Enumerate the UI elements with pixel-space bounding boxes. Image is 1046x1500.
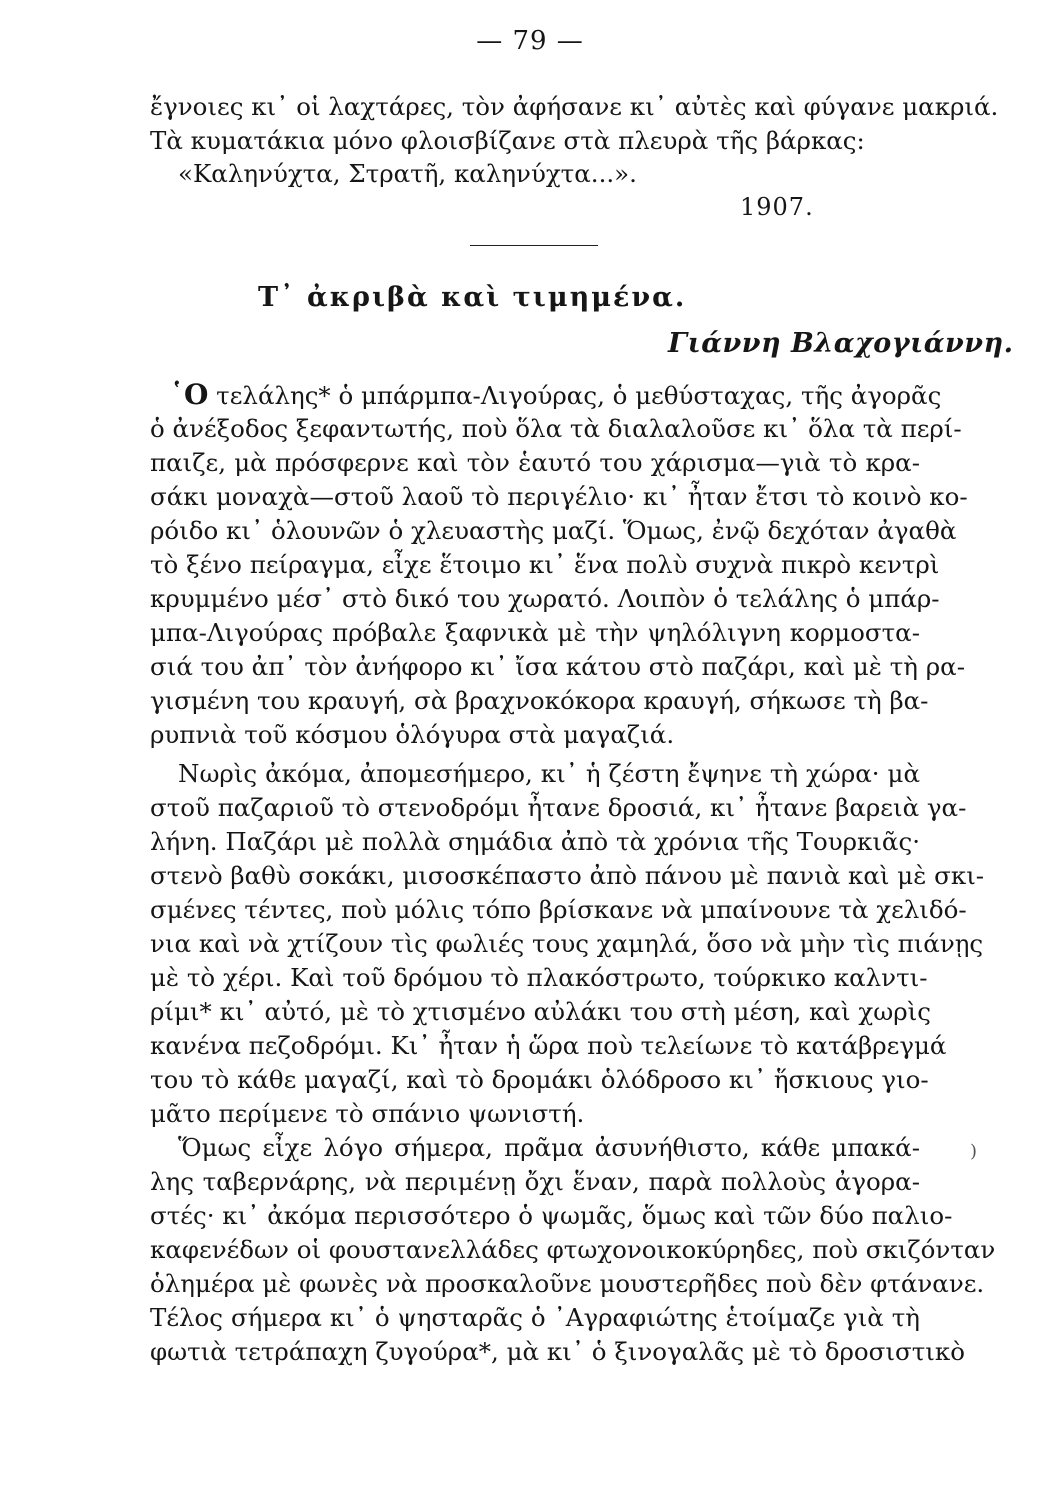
intro-line: ἔγνοιες κι᾿ οἱ λαχτάρες, τὸν ἀφήσανε κι᾿ αὐτὲς καὶ φύγανε μακριά. (150, 92, 999, 121)
body-line: ρυπνιὰ τοῦ κόσμου ὁλόγυρα στὰ μαγαζιά. (150, 720, 675, 749)
body-line: μὲ τὸ χέρι. Καὶ τοῦ δρόμου τὸ πλακόστρωτο, τούρκικο καλντι- (150, 963, 928, 992)
body-line: μπα-Λιγούρας πρόβαλε ξαφνικὰ μὲ τὴν ψηλόλιγνη κορμοστα- (150, 618, 920, 647)
body-line: μᾶτο περίμενε τὸ σπάνιο ψωνιστή. (150, 1099, 585, 1128)
body-line: τὸ ξένο πείραγμα, εἶχε ἕτοιμο κι᾿ ἕνα πολὺ συχνὰ πικρὸ κεντρὶ (150, 550, 940, 579)
body-line: στοῦ παζαριοῦ τὸ στενοδρόμι ἦτανε δροσιά, κι᾿ ἦτανε βαρειὰ γα- (150, 793, 967, 822)
body-line: κανένα πεζοδρόμι. Κι᾿ ἦταν ἡ ὥρα ποὺ τελείωνε τὸ κατάβρεγμά (150, 1031, 947, 1060)
body-line: σιά του ἀπ᾿ τὸν ἀνήφορο κι᾿ ἴσα κάτου στὸ παζάρι, καὶ μὲ τὴ ρα- (150, 652, 965, 681)
body-line: καφενέδων οἱ φουστανελλάδες φτωχονοικοκύρηδες, ποὺ σκιζόνταν (150, 1235, 996, 1264)
drop-letter: ῾Ο (170, 378, 209, 411)
body-line: σάκι μοναχὰ—στοῦ λαοῦ τὸ περιγέλιο· κι᾿ ἦταν ἔτσι τὸ κοινὸ κο- (150, 482, 968, 511)
body-line: ὁλημέρα μὲ φωνὲς νὰ προσκαλοῦνε μουστερῆδες ποὺ δὲν φτάνανε. (150, 1269, 985, 1298)
body-line: Νωρὶς ἀκόμα, ἀπομεσήμερο, κι᾿ ἡ ζέστη ἔψηνε τὴ χώρα· μὰ (178, 759, 920, 788)
section-divider (470, 245, 598, 246)
body-line: φωτιὰ τετράπαχη ζυγούρα*, μὰ κι᾿ ὁ ξινογαλᾶς μὲ τὸ δροσιστικὸ (150, 1337, 965, 1366)
body-line: Τέλος σήμερα κι᾿ ὁ ψησταρᾶς ὁ ᾿Αγραφιώτης ἑτοίμαζε γιὰ τὴ (150, 1303, 920, 1332)
intro-line: Τὰ κυματάκια μόνο φλοισβίζανε στὰ πλευρὰ τῆς βάρκας: (150, 126, 865, 155)
body-line: λης ταβερνάρης, νὰ περιμένῃ ὄχι ἕναν, παρὰ πολλοὺς ἀγορα- (150, 1167, 920, 1196)
opening-line (170, 378, 942, 413)
body-line: ρόιδο κι᾿ ὁλουνῶν ὁ χλευαστὴς μαζί. Ὅμως, ἐνῷ δεχόταν ἀγαθὰ (150, 516, 957, 545)
opening-line-text: τελάλης* ὁ μπάρμπα-Λιγούρας, ὁ μεθύσταχας, τῆς ἀγορᾶς (208, 381, 942, 410)
intro-line: «Καληνύχτα, Στρατῆ, καληνύχτα...». (178, 159, 637, 188)
date: 1907. (740, 193, 814, 221)
margin-mark: ) (970, 1141, 978, 1162)
body-line: ρίμι* κι᾿ αὐτό, μὲ τὸ χτισμένο αὐλάκι του στὴ μέση, καὶ χωρὶς (150, 997, 931, 1026)
body-line: νια καὶ νὰ χτίζουν τὶς φωλιές τους χαμηλά, ὅσο νὰ μὴν τὶς πιάνῃς (150, 929, 984, 958)
page-number: — 79 — (476, 26, 584, 56)
body-line: Ὅμως εἶχε λόγο σήμερα, πρᾶμα ἀσυνήθιστο, κάθε μπακά- (178, 1133, 920, 1162)
story-title: Τ᾿ ἀκριβὰ καὶ τιμημένα. (258, 282, 687, 313)
body-line: κρυμμένο μέσ᾿ στὸ δικό του χωρατό. Λοιπὸν ὁ τελάλης ὁ μπάρ- (150, 584, 940, 613)
body-line: σμένες τέντες, ποὺ μόλις τόπο βρίσκανε νὰ μπαίνουνε τὰ χελιδό- (150, 895, 967, 924)
body-line: γισμένη του κραυγή, σὰ βραχνοκόκορα κραυγή, σήκωσε τὴ βα- (150, 686, 929, 715)
body-line: λήνη. Παζάρι μὲ πολλὰ σημάδια ἀπὸ τὰ χρόνια τῆς Τουρκιᾶς· (150, 827, 920, 856)
body-line: του τὸ κάθε μαγαζί, καὶ τὸ δρομάκι ὁλόδροσο κι᾿ ἥσκιους γιο- (150, 1065, 929, 1094)
body-line: ὁ ἀνέξοδος ξεφαντωτής, ποὺ ὅλα τὰ διαλαλοῦσε κι᾿ ὅλα τὰ περί- (150, 414, 962, 443)
body-line: στενὸ βαθὺ σοκάκι, μισοσκέπαστο ἀπὸ πάνου μὲ πανιὰ καὶ μὲ σκι- (150, 861, 985, 890)
story-author: Γιάννη Βλαχογιάννη. (668, 328, 1014, 359)
body-line: παιζε, μὰ πρόσφερνε καὶ τὸν ἑαυτό του χάρισμα—γιὰ τὸ κρα- (150, 448, 920, 477)
body-line: στές· κι᾿ ἀκόμα περισσότερο ὁ ψωμᾶς, ὅμως καὶ τῶν δύο παλιο- (150, 1201, 953, 1230)
